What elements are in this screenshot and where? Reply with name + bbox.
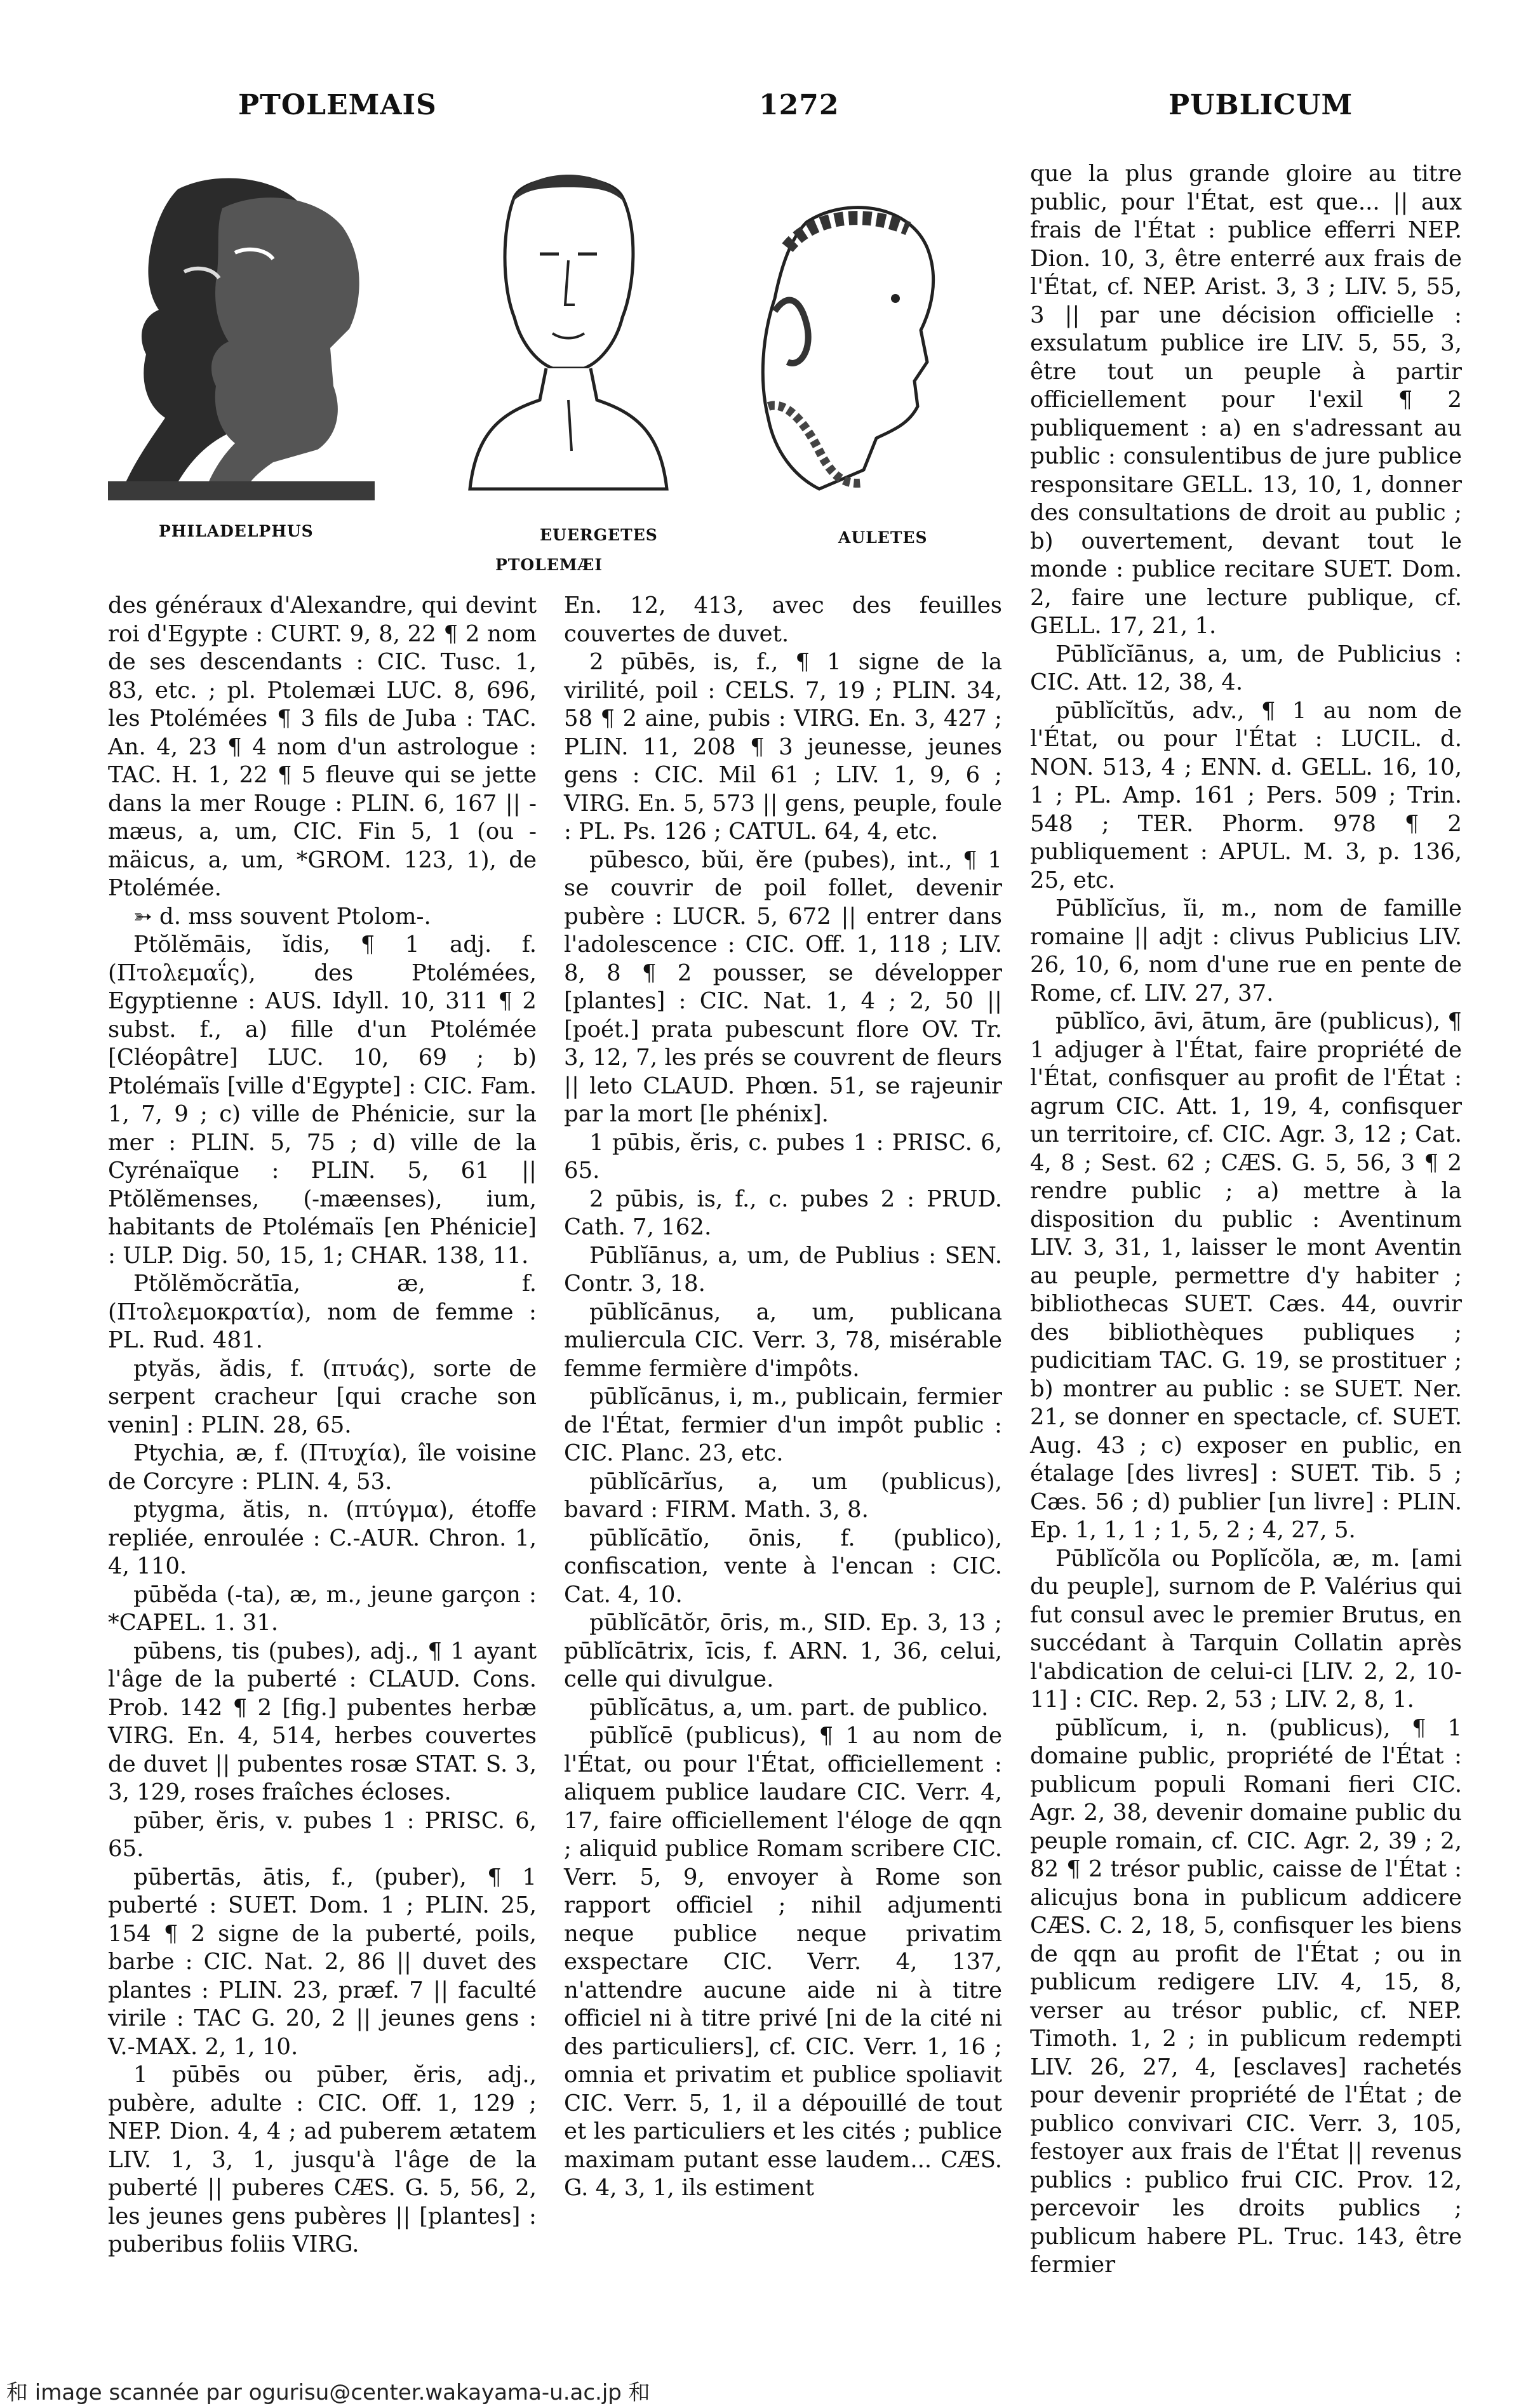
entry-text: ptyăs, ădis, f. (πτυάς), sorte de serpent cracheur [qui crache son venin] : PLIN. 28, 65. xyxy=(108,1355,537,1438)
entry-text: pūbertās, ātis, f., (puber), ¶ 1 puberté : SUET. Dom. 1 ; PLIN. 25, 154 ¶ 2 signe de la puberté, poils, barbe : CIC. Nat. 2, 86 || duvet des plantes : PLIN. 23, præf. 7 || faculté virile : TAC G. 20, 2 || jeunes gens : V.-MAX. 2, 1, 10. xyxy=(108,1864,537,2060)
entry-text: pūbesco, bŭi, ĕre (pubes), int., ¶ 1 se couvrir de poil follet, devenir pubère : LUCR. 5, 672 || entrer dans l'adolescence : CIC. Off. 1, 118 ; LIV. 8, 8 ¶ 2 pousser, se développer [plantes] : CIC. Nat. 1, 4 ; 2, 50 || [poét.] prata pubescunt flore OV. Tr. 3, 12, 7, les prés se couvrent de fleurs || leto CLAUD. Phœn. 51, se rajeunir par la mort [le phénix]. xyxy=(564,846,1002,1127)
entry-text: 2 pūbēs, is, f., ¶ 1 signe de la virilité, poil : CELS. 7, 19 ; PLIN. 34, 58 ¶ 2 aine, pubis : VIRG. En. 3, 427 ; PLIN. 11, 208 ¶ 3 jeunesse, jeunes gens : CIC. Mil 61 ; LIV. 1, 9, 6 ; VIRG. En. 5, 573 || gens, peuple, foule : PL. Ps. 126 ; CATUL. 64, 4, etc. xyxy=(564,649,1002,845)
auletes-portrait xyxy=(749,197,940,495)
entry-text: ➳ d. mss souvent Ptolom-. xyxy=(133,903,431,930)
entry-text: pūbĕda (-ta), æ, m., jeune garçon : *CAPEL. 1. 31. xyxy=(108,1581,537,1636)
entry-text: des généraux d'Alexandre, qui devint roi d'Egypte : CURT. 9, 8, 22 ¶ 2 nom de ses descendants : CIC. Tusc. 1, 83, etc. ; pl. Ptolemæi LUC. 8, 696, les Ptolémées ¶ 3 fils de Juba : TAC. An. 4, 23 ¶ 4 nom d'un astrologue : TAC. H. 1, 22 ¶ 5 fleuve qui se jette dans la mer Rouge : PLIN. 6, 167 || -mæus, a, um, CIC. Fin 5, 1 (ou -mäicus, a, um, *GROM. 123, 1), de Ptolémée. xyxy=(108,592,537,901)
entry-text: Pūblĭcŏla ou Poplĭcŏla, æ, m. [ami du peuple], surnom de P. Valérius qui fut consul avec le premier Brutus, en succédant à Tarquin Collatin après l'abdication de celui-ci [LIV. 2, 2, 10-11] : CIC. Rep. 2, 53 ; LIV. 2, 8, 1. xyxy=(1030,1545,1462,1713)
page-header xyxy=(0,89,1540,140)
caption-auletes: AULETES xyxy=(838,528,928,547)
entry-text: 1 pūbis, ĕris, c. pubes 1 : PRISC. 6, 65. xyxy=(564,1129,1002,1184)
entry-text: ptygma, ătis, n. (πτύγμα), étoffe repliée, enroulée : C.-AUR. Chron. 1, 4, 110. xyxy=(108,1497,537,1579)
entry-text: Ptŏlĕmŏcrătīa, æ, f. (Πτολεμοκρατία), nom de femme : PL. Rud. 481. xyxy=(108,1271,537,1353)
scan-credit: 和 image scannée par ogurisu@center.wakayama-u.ac.jp 和 xyxy=(6,2380,650,2405)
entry-text: pūber, ĕris, v. pubes 1 : PRISC. 6, 65. xyxy=(108,1807,537,1862)
column-middle xyxy=(564,592,1002,2203)
entry-text: Ptychia, æ, f. (Πτυχία), île voisine de Corcyre : PLIN. 4, 53. xyxy=(108,1440,537,1495)
euergetes-drawing xyxy=(464,159,673,502)
column-left xyxy=(108,592,537,2259)
entry-text: pūblĭcum, i, n. (publicus), ¶ 1 domaine public, propriété de l'État : publicum populi Romani fieri CIC. Agr. 2, 38, devenir domaine public du peuple romain, cf. CIC. Agr. 2, 39 ; 2, 82 ¶ 2 trésor public, caisse de l'État : alicujus bona in publicum addicere CÆS. C. 2, 18, 5, confisquer les biens de qqn au profit de l'État ; ou in publicum redigere LIV. 4, 15, 8, verser au trésor public, cf. NEP. Timoth. 1, 2 ; in publicum redempti LIV. 26, 27, 4, [esclaves] rachetés pour devenir propriété de l'État ; de publico convivari CIC. Verr. 3, 105, festoyer aux frais de l'État || revenus publics : publico frui CIC. Prov. 12, percevoir les droits publics ; publicum habere PL. Truc. 143, être fermier xyxy=(1030,1714,1462,2278)
entry-text: pūblĭcānus, i, m., publicain, fermier de l'État, fermier d'un impôt public : CIC. Planc. 23, etc. xyxy=(564,1384,1002,1466)
auletes-drawing xyxy=(749,197,940,495)
entry-text: pūblĭcātus, a, um. part. de publico. xyxy=(589,1694,989,1721)
entry-text: Pūblĭcĭus, ĭi, m., nom de famille romaine || adjt : clivus Publicius LIV. 26, 10, 6, nom d'une rue en pente de Rome, cf. LIV. 27, 37. xyxy=(1030,895,1462,1006)
header-left-word: PTOLEMAIS xyxy=(238,89,437,121)
entry-text: En. 12, 413, avec des feuilles couvertes de duvet. xyxy=(564,592,1002,647)
entry-text: 2 pūbis, is, f., c. pubes 2 : PRUD. Cath. 7, 162. xyxy=(564,1186,1002,1240)
header-right-word: PUBLICUM xyxy=(1168,89,1353,121)
entry-text: pūblĭcārĭus, a, um (publicus), bavard : FIRM. Math. 3, 8. xyxy=(564,1468,1002,1523)
euergetes-portrait xyxy=(464,159,673,502)
caption-ptolemaei: PTOLEMÆI xyxy=(495,556,603,574)
entry-text: pūblĭcānus, a, um, publicana muliercula CIC. Verr. 3, 78, misérable femme fermière d'impôts. xyxy=(564,1299,1002,1382)
entry-text: pūblĭcātĭo, ōnis, f. (publico), confiscation, vente à l'encan : CIC. Cat. 4, 10. xyxy=(564,1525,1002,1608)
entry-text: que la plus grande gloire au titre public, pour l'État, est que... || aux frais de l'État : publice efferri NEP. Dion. 10, 3, être enterré aux frais de l'État, cf. NEP. Arist. 3, 3 ; LIV. 5, 55, 3 || par une décision officielle : exsulatum publice ire LIV. 5, 55, 3, être tout un peuple à partir officiellement pour l'exil ¶ 2 publiquement : a) en s'adressant au public : consulentibus de jure publice responsitare GELL. 13, 10, 1, donner des consultations de droit au public ; b) ouvertement, devant tout le monde : publice recitare SUET. Dom. 2, faire une lecture publique, cf. GELL. 17, 21, 1. xyxy=(1030,161,1462,639)
caption-philadelphus: PHILADELPHUS xyxy=(159,522,314,540)
entry-text: Pūblĭcĭānus, a, um, de Publicius : CIC. Att. 12, 38, 4. xyxy=(1030,641,1462,695)
entry-text: Ptŏlĕmāis, ĭdis, ¶ 1 adj. f. (Πτολεμαΐς), des Ptolémées, Egyptienne : AUS. Idyll. 10, 311 ¶ 2 subst. f., a) fille d'un Ptolémée [Cléopâtre] LUC. 10, 69 ; b) Ptolémaïs [ville d'Egypte] : CIC. Fam. 1, 7, 9 ; c) ville de Phénicie, sur la mer : PLIN. 5, 75 ; d) ville de la Cyrénaïque : PLIN. 5, 61 || Ptŏlĕmenses, (-mæenses), ium, habitants de Ptolémaïs [en Phénicie] : ULP. Dig. 50, 15, 1; CHAR. 138, 11. xyxy=(108,932,537,1269)
portrait-figure xyxy=(108,159,1003,591)
entry-text: pūblĭcĭtŭs, adv., ¶ 1 au nom de l'État, ou pour l'État : LUCIL. d. NON. 513, 4 ; ENN. d. GELL. 16, 10, 1 ; PL. Amp. 161 ; Pers. 509 ; Trin. 548 ; TER. Phorm. 978 ¶ 2 publiquement : APUL. M. 3, p. 136, 25, etc. xyxy=(1030,697,1462,893)
entry-text: pūbens, tis (pubes), adj., ¶ 1 ayant l'âge de la puberté : CLAUD. Cons. Prob. 142 ¶ 2 [fig.] pubentes herbæ VIRG. En. 4, 514, herbes couvertes de duvet || pubentes rosæ STAT. S. 3, 3, 129, roses fraîches écloses. xyxy=(108,1638,537,1805)
caption-euergetes: EUERGETES xyxy=(540,526,658,544)
page-number: 1272 xyxy=(759,89,840,121)
philadelphus-portrait xyxy=(108,164,375,500)
entry-text: pūblĭco, āvi, ātum, āre (publicus), ¶ 1 adjuger à l'État, faire propriété de l'État, confisquer au profit de l'État : agrum CIC. Att. 1, 19, 4, confisquer un territoire, cf. CIC. Agr. 3, 12 ; Cat. 4, 8 ; Sest. 62 ; CÆS. G. 5, 56, 3 ¶ 2 rendre public ; a) mettre à la disposition du public : Aventinum LIV. 3, 31, 1, laisser le mont Aventin au peuple, permettre d'y habiter ; bibliothecas SUET. Cæs. 44, ouvrir des bibliothèques publiques ; pudicitiam TAC. G. 19, se prostituer ; b) montrer au public : se SUET. Ner. 21, se donner en spectacle, cf. SUET. Aug. 43 ; c) exposer en public, en étalage [des livres] : SUET. Tib. 5 ; Cæs. 56 ; d) publier [un livre] : PLIN. Ep. 1, 1, 1 ; 1, 5, 2 ; 4, 27, 5. xyxy=(1030,1008,1462,1543)
philadelphus-drawing xyxy=(108,164,375,500)
entry-text: 1 pūbēs ou pūber, ĕris, adj., pubère, adulte : CIC. Off. 1, 129 ; NEP. Dion. 4, 4 ; ad puberem ætatem LIV. 1, 3, 1, jusqu'à l'âge de la puberté || puberes CÆS. G. 5, 56, 2, les jeunes gens pubères || [plantes] : puberibus foliis VIRG. xyxy=(108,2062,537,2257)
entry-text: pūblĭcē (publicus), ¶ 1 au nom de l'État, ou pour l'État, officiellement : aliquem publice laudare CIC. Verr. 4, 17, faire officiellement l'éloge de qqn ; aliquid publice Romam scribere CIC. Verr. 5, 9, envoyer à Rome son rapport officiel ; nihil adjumenti neque publice neque privatim exspectare CIC. Verr. 4, 137, n'attendre aucune aide ni à titre officiel ni à titre privé [ni de la cité ni des particuliers], cf. CIC. Verr. 1, 16 ; omnia et privatim et publice spoliavit CIC. Verr. 5, 1, il a dépouillé de tout et les particuliers et les cités ; publice maximam putant esse laudem... CÆS. G. 4, 3, 1, ils estiment xyxy=(564,1723,1002,2201)
entry-text: pūblĭcātŏr, ōris, m., SID. Ep. 3, 13 ; pūblĭcātrix, īcis, f. ARN. 1, 36, celui, celle qui divulgue. xyxy=(564,1610,1002,1692)
entry-text: Pūblĭānus, a, um, de Publius : SEN. Contr. 3, 18. xyxy=(564,1242,1002,1297)
column-right xyxy=(1030,160,1462,2280)
